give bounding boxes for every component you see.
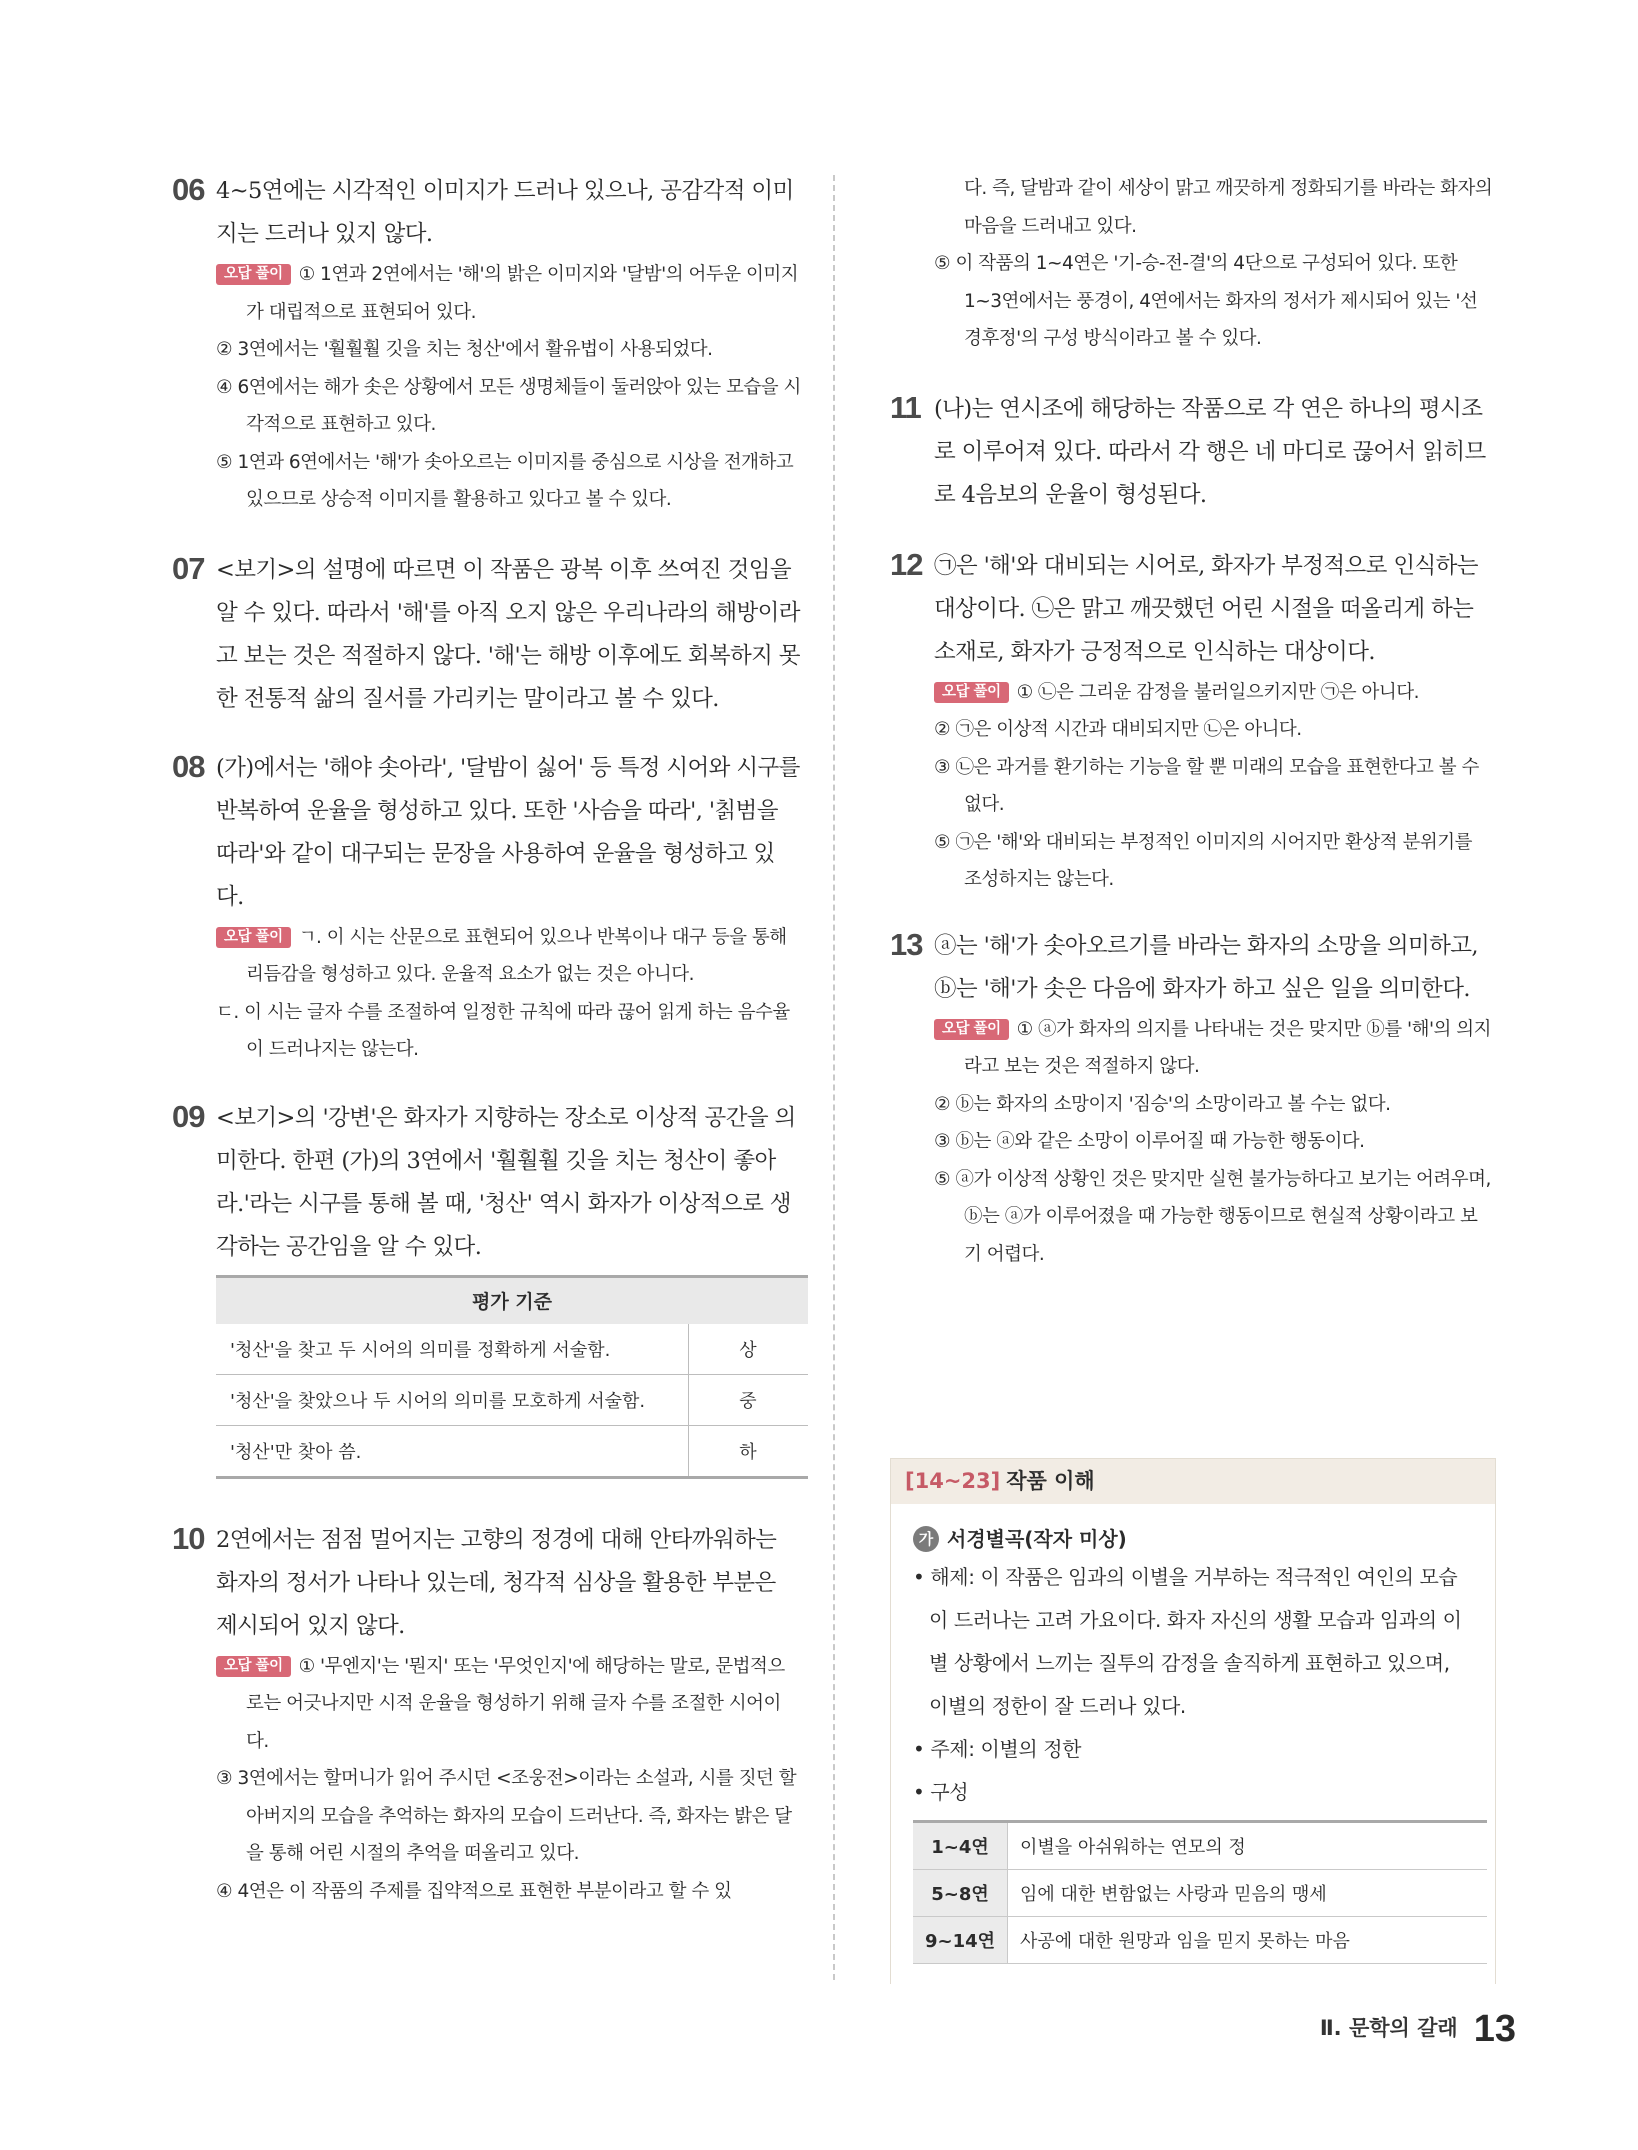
- table-row: [216, 1324, 808, 1375]
- question-number: 07: [172, 550, 205, 586]
- structure-table: [913, 1820, 1487, 1964]
- wrong-answer-note: 오답 풀이 ① ㉡은 그리운 감정을 불러일으키지만 ㉠은 아니다.: [934, 674, 1494, 712]
- explanation-text: ⓐ는 '해'가 솟아오르기를 바라는 화자의 소망을 의미하고, ⓑ는 '해'가 솟은 다음에 화자가 하고 싶은 일을 의미한다.: [934, 932, 1478, 1002]
- wrong-answer-tag: 오답 풀이: [934, 682, 1009, 703]
- wrong-answer-note: ③ ⓑ는 ⓐ와 같은 소망이 이루어질 때 가능한 행동이다.: [934, 1131, 1365, 1152]
- right-column: [890, 170, 1494, 1273]
- stanza-cell: 5~8연: [913, 1870, 1008, 1917]
- page-footer: [1320, 2008, 1516, 2051]
- box-title: 작품 이해: [1006, 1469, 1095, 1493]
- answer-10-continued: [890, 170, 1494, 358]
- wrong-answer-tag: 오답 풀이: [216, 264, 291, 285]
- question-number: 12: [890, 546, 923, 582]
- criterion-cell: '청산'을 찾았으나 두 시어의 의미를 모호하게 서술함.: [216, 1374, 689, 1425]
- stanza-cell: 1~4연: [913, 1822, 1008, 1870]
- grade-cell: 하: [689, 1425, 809, 1477]
- page-number: 13: [1473, 2008, 1516, 2050]
- work-structure-label: • 구성: [913, 1780, 969, 1804]
- question-number: 06: [172, 172, 205, 207]
- wrong-answer-tag: 오답 풀이: [216, 1656, 291, 1677]
- wrong-answer-note: ⑤ ⓐ가 이상적 상황인 것은 맞지만 실현 불가능하다고 보기는 어려우며, ⓑ는 ⓐ가 이루어졌을 때 가능한 행동이므로 현실적 상황이라고 보기 어렵다.: [934, 1168, 1491, 1265]
- description-cell: 임에 대한 변함없는 사랑과 믿음의 맹세: [1008, 1870, 1488, 1917]
- table-row: [913, 1870, 1487, 1917]
- wrong-answer-tag: 오답 풀이: [216, 927, 291, 948]
- wrong-answer-note: ㄷ. 이 시는 글자 수를 조절하여 일정한 규칙에 따라 끊어 읽게 하는 음수율이 드러나지는 않는다.: [216, 1001, 790, 1060]
- explanation-text: (가)에서는 '해야 솟아라', '달밤이 싫어' 등 특정 시어와 시구를 반복하여 운율을 형성하고 있다. 또한 '사슴을 따라', '칡범을 따라'와 같이 대구되는 문장을 사용하여 운율을 형성하고 있다.: [216, 754, 800, 910]
- explanation-text: 2연에서는 점점 멀어지는 고향의 정경에 대해 안타까워하는 화자의 정서가 나타나 있는데, 청각적 심상을 활용한 부분은 제시되어 있지 않다.: [216, 1526, 777, 1639]
- wrong-answer-note: 오답 풀이 ① ⓐ가 화자의 의지를 나타내는 것은 맞지만 ⓑ를 '해'의 의지라고 보는 것은 적절하지 않다.: [934, 1011, 1494, 1086]
- table-row: [913, 1917, 1487, 1964]
- criterion-cell: '청산'을 찾고 두 시어의 의미를 정확하게 서술함.: [216, 1324, 689, 1375]
- table-header: 평가 기준: [216, 1276, 808, 1324]
- answer-13: [890, 925, 1494, 1274]
- grade-cell: 상: [689, 1324, 809, 1375]
- stanza-cell: 9~14연: [913, 1917, 1008, 1964]
- wrong-answer-note: 오답 풀이 ① 1연과 2연에서는 '해'의 밝은 이미지와 '달밤'의 어두운 이미지가 대립적으로 표현되어 있다.: [216, 256, 802, 331]
- answer-12: [890, 545, 1494, 899]
- wrong-answer-note: 다. 즉, 달밤과 같이 세상이 맑고 깨끗하게 정화되기를 바라는 화자의 마음을 드러내고 있다.: [964, 178, 1493, 237]
- explanation-text: ㉠은 '해'와 대비되는 시어로, 화자가 부정적으로 인식하는 대상이다. ㉡은 맑고 깨끗했던 어린 시절을 떠올리게 하는 소재로, 화자가 긍정적으로 인식하는 대상이다.: [934, 552, 1478, 665]
- question-number: 10: [172, 1520, 205, 1556]
- explanation-text: <보기>의 '강변'은 화자가 지향하는 장소로 이상적 공간을 의미한다. 한편 (가)의 3연에서 '훨훨훨 깃을 치는 청산이 좋아라.'라는 시구를 통해 볼 때, '청산' 역시 화자가 이상적으로 생각하는 공간임을 알 수 있다.: [216, 1104, 796, 1260]
- wrong-answer-tag: 오답 풀이: [934, 1019, 1009, 1040]
- answer-07: [172, 549, 802, 721]
- box-range: [14~23]: [905, 1469, 1001, 1493]
- box-body: [891, 1504, 1495, 1964]
- wrong-answer-note: ② ㉠은 이상적 시간과 대비되지만 ㉡은 아니다.: [934, 719, 1302, 740]
- description-cell: 이별을 아쉬워하는 연모의 정: [1008, 1822, 1488, 1870]
- wrong-answer-note: 오답 풀이 ㄱ. 이 시는 산문으로 표현되어 있으나 반복이나 대구 등을 통해 리듬감을 형성하고 있다. 운율적 요소가 없는 것은 아니다.: [216, 919, 802, 994]
- description-cell: 사공에 대한 원망과 임을 믿지 못하는 마음: [1008, 1917, 1488, 1964]
- wrong-answer-note: 오답 풀이 ① '무엔지'는 '뭔지' 또는 '무엇인지'에 해당하는 말로, 문법적으로는 어긋나지만 시적 운율을 형성하기 위해 글자 수를 조절한 시어이다.: [216, 1648, 802, 1761]
- question-number: 09: [172, 1098, 205, 1134]
- section-title: Ⅱ. 문학의 갈래: [1319, 2016, 1458, 2040]
- evaluation-table: [216, 1275, 808, 1479]
- table-row: [913, 1822, 1487, 1870]
- wrong-answer-note: ③ 3연에서는 할머니가 읽어 주시던 <조웅전>이라는 소설과, 시를 짓던 할아버지의 모습을 추억하는 화자의 모습이 드러난다. 즉, 화자는 밝은 달을 통해 어린 시절의 추억을 떠올리고 있다.: [216, 1768, 797, 1864]
- grade-cell: 중: [689, 1374, 809, 1425]
- circle-ga-icon: 가: [913, 1526, 939, 1552]
- wrong-answer-note: ④ 4연은 이 작품의 주제를 집약적으로 표현한 부분이라고 할 수 있: [216, 1880, 732, 1902]
- box-header: [891, 1459, 1495, 1504]
- table-row: [216, 1425, 808, 1477]
- explanation-text: <보기>의 설명에 따르면 이 작품은 광복 이후 쓰여진 것임을 알 수 있다. 따라서 '해'를 아직 오지 않은 우리나라의 해방이라고 보는 것은 적절하지 않다. '해'는 해방 이후에도 회복하지 못한 전통적 삶의 질서를 가리키는 말이라고 볼 수 있다.: [216, 556, 800, 712]
- work-summary: • 해제: 이 작품은 임과의 이별을 거부하는 적극적인 여인의 모습이 드러나는 고려 가요이다. 화자 자신의 생활 모습과 임과의 이별 상황에서 느끼는 질투의 감정을 솔직하게 표현하고 있으며, 이별의 정한이 잘 드러나 있다.: [913, 1565, 1462, 1718]
- answer-06: [172, 170, 802, 519]
- work-theme: • 주제: 이별의 정한: [913, 1737, 1082, 1761]
- answer-11: [890, 388, 1494, 517]
- explanation-text: (나)는 연시조에 해당하는 작품으로 각 연은 하나의 평시조로 이루어져 있다. 따라서 각 행은 네 마디로 끊어서 읽히므로 4음보의 운율이 형성된다.: [934, 395, 1486, 508]
- question-number: 13: [890, 926, 923, 962]
- wrong-answer-note: ② ⓑ는 화자의 소망이지 '짐승'의 소망이라고 볼 수는 없다.: [934, 1093, 1391, 1115]
- wrong-answer-note: ④ 6연에서는 해가 솟은 상황에서 모든 생명체들이 둘러앉아 있는 모습을 시각적으로 표현하고 있다.: [216, 376, 801, 435]
- explanation-text: 4~5연에는 시각적인 이미지가 드러나 있으나, 공감각적 이미지는 드러나 있지 않다.: [216, 178, 794, 247]
- wrong-answer-note: ③ ㉡은 과거를 환기하는 기능을 할 뿐 미래의 모습을 표현한다고 볼 수 없다.: [934, 756, 1479, 815]
- work-understanding-box: [890, 1458, 1496, 1984]
- wrong-answer-note: ⑤ 이 작품의 1~4연은 '기-승-전-결'의 4단으로 구성되어 있다. 또한 1~3연에서는 풍경이, 4연에서는 화자의 정서가 제시되어 있는 '선경후정'의 구성 방식이라고 볼 수 있다.: [934, 253, 1478, 349]
- table-row: [216, 1374, 808, 1425]
- criterion-cell: '청산'만 찾아 씀.: [216, 1425, 689, 1477]
- wrong-answer-note: ⑤ 1연과 6연에서는 '해'가 솟아오르는 이미지를 중심으로 시상을 전개하고 있으므로 상승적 이미지를 활용하고 있다고 볼 수 있다.: [216, 451, 794, 510]
- column-divider: [833, 175, 835, 1980]
- answer-10: [172, 1519, 802, 1911]
- left-column: [172, 170, 802, 1910]
- wrong-answer-note: ② 3연에서는 '훨훨훨 깃을 치는 청산'에서 활유법이 사용되었다.: [216, 339, 713, 360]
- question-number: 08: [172, 748, 205, 784]
- wrong-answer-note: ⑤ ㉠은 '해'와 대비되는 부정적인 이미지의 시어지만 환상적 분위기를 조성하지는 않는다.: [934, 831, 1472, 890]
- answer-09: [172, 1097, 802, 1269]
- question-number: 11: [890, 389, 921, 425]
- answer-08: [172, 747, 802, 1069]
- work-title: 가 서경별곡(작자 미상): [913, 1522, 1473, 1556]
